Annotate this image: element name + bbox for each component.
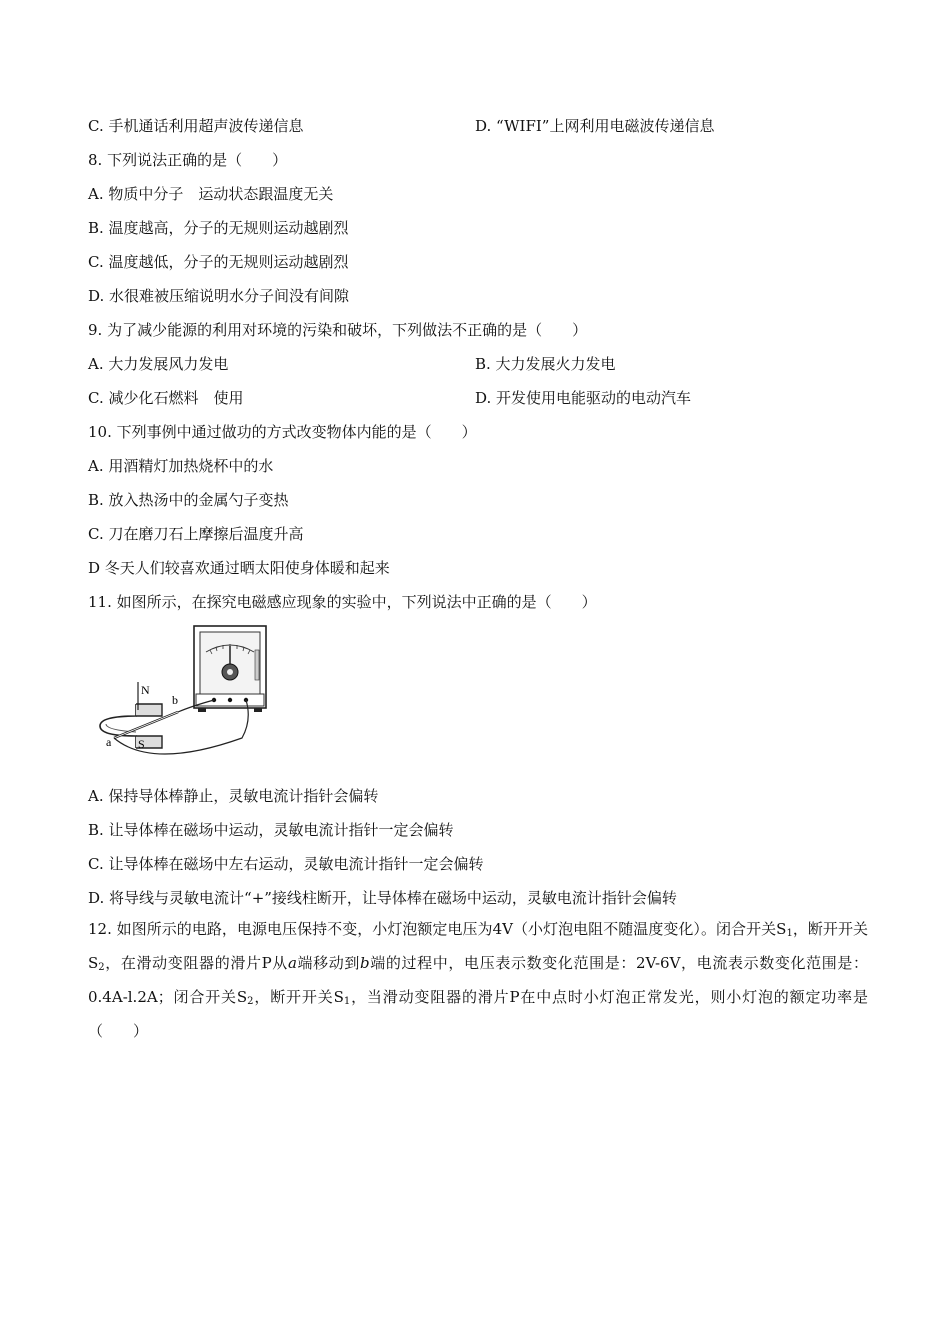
q8-stem: 8. 下列说法正确的是（ ）	[88, 151, 288, 169]
label-s: S	[138, 737, 145, 751]
q10-option-c: C. 刀在磨刀石上摩擦后温度升高	[88, 525, 304, 543]
q12-text-2: ，断开开关S	[88, 920, 868, 972]
q8-option-a: A. 物质中分子 运动状态跟温度无关	[88, 185, 334, 203]
q11-option-a: A. 保持导体棒静止，灵敏电流计指针会偏转	[88, 787, 379, 805]
q12-italic-a: a	[287, 954, 297, 972]
q9-option-c: C. 减少化石燃料 使用	[88, 389, 244, 407]
q12-sub-2: 2	[98, 962, 105, 973]
q9-stem: 9. 为了减少能源的利用对环境的污染和破坏，下列做法不正确的是（ ）	[88, 321, 588, 339]
q7-option-c: C. 手机通话利用超声波传递信息	[88, 117, 304, 135]
galvanometer	[194, 626, 266, 712]
q8-option-c: C. 温度越低，分子的无规则运动越剧烈	[88, 253, 349, 271]
q9-option-a: A. 大力发展风力发电	[88, 355, 229, 373]
q12-text-7: ，当滑动变阻器的滑片P在中点时小灯泡正常发光，则小灯泡的额定功率是（ ）	[88, 988, 868, 1040]
q12-italic-b: b	[360, 954, 370, 972]
q10-stem: 10. 下列事例中通过做功的方式改变物体内能的是（ ）	[88, 423, 477, 441]
q12-text-3: ，在滑动变阻器的滑片P从	[104, 954, 288, 972]
q9-option-d: D. 开发使用电能驱动的电动汽车	[475, 389, 692, 407]
label-a: a	[106, 735, 112, 749]
q12-text-6: ，断开开关S	[253, 988, 344, 1006]
q10-option-a: A. 用酒精灯加热烧杯中的水	[88, 457, 274, 475]
q11-option-d: D. 将导线与灵敏电流计“+”接线柱断开，让导体棒在磁场中运动，灵敏电流计指针会偏转	[88, 889, 677, 907]
q12-stem	[88, 912, 868, 1048]
q12-text-4: 端移动到	[296, 954, 361, 972]
q12-text-1: 12. 如图所示的电路，电源电压保持不变，小灯泡额定电压为4V（小灯泡电阻不随温度变化）。闭合开关S	[88, 920, 787, 938]
q10-option-d: D 冬天人们较喜欢通过晒太阳使身体暖和起来	[88, 559, 390, 577]
q8-option-d: D. 水很难被压缩说明水分子间没有间隙	[88, 287, 350, 305]
q11-stem: 11. 如图所示，在探究电磁感应现象的实验中，下列说法中正确的是（ ）	[88, 593, 597, 611]
label-b: b	[172, 693, 178, 707]
q12-sub-1: 1	[786, 928, 793, 939]
q12-text-5: 端的过程中，电压表示数变化范围是：2V-6V，电流表示数变化范围是：0.4A-l.2A；闭合开关S	[88, 954, 868, 1006]
electromagnetic-induction-figure	[92, 620, 282, 755]
q8-option-b: B. 温度越高，分子的无规则运动越剧烈	[88, 219, 349, 237]
q12-sub-3: 2	[247, 996, 254, 1007]
q9-option-b: B. 大力发展火力发电	[475, 355, 616, 373]
q12-sub-4: 1	[343, 996, 351, 1007]
q11-option-c: C. 让导体棒在磁场中左右运动，灵敏电流计指针一定会偏转	[88, 855, 484, 873]
q10-option-b: B. 放入热汤中的金属勺子变热	[88, 491, 289, 509]
label-n: N	[141, 683, 150, 697]
q11-option-b: B. 让导体棒在磁场中运动，灵敏电流计指针一定会偏转	[88, 821, 454, 839]
q7-option-d: D. “WIFI”上网利用电磁波传递信息	[475, 117, 715, 135]
